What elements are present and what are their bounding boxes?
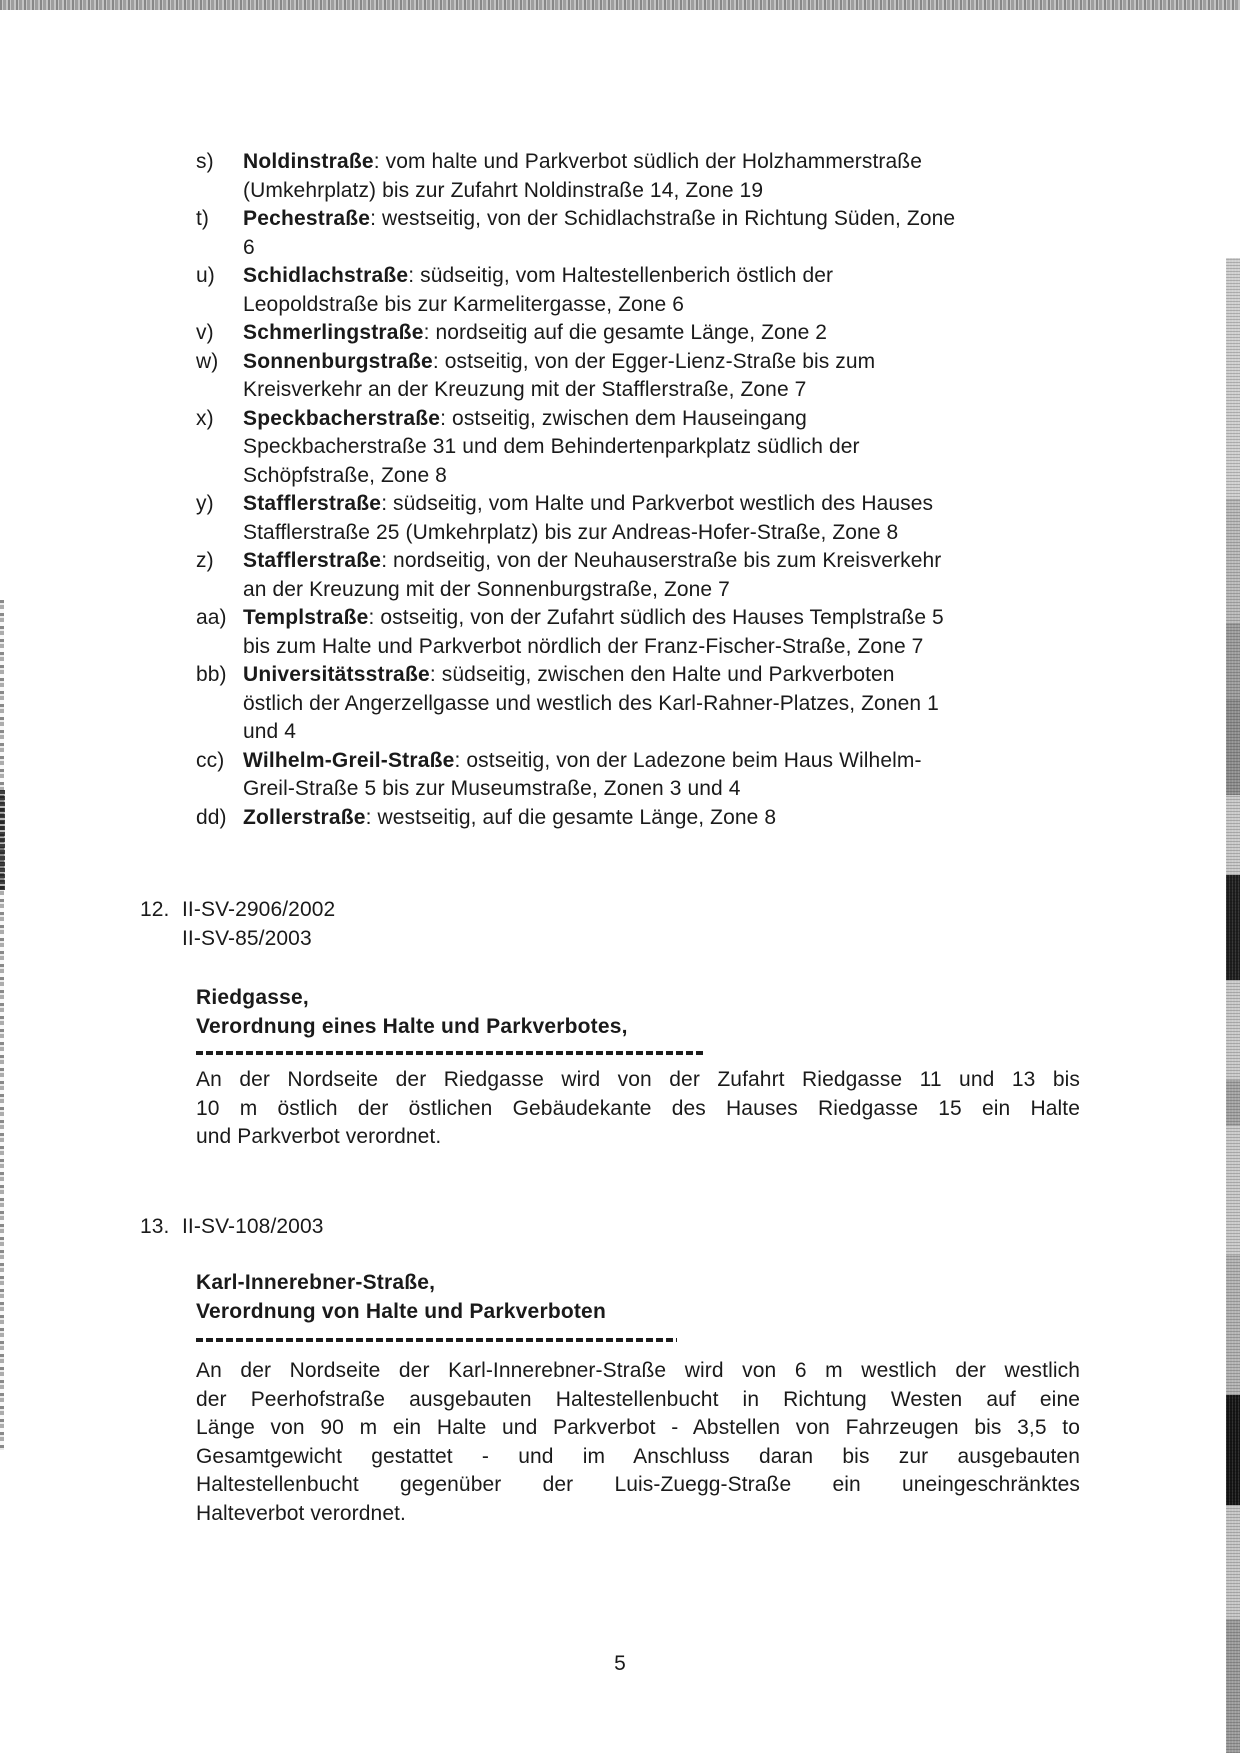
- list-item-line: Schöpfstraße, Zone 8: [243, 463, 447, 487]
- body-line: Länge von 90 m ein Halte und Parkverbot - Abstellen von Fahrzeugen bis 3,5 to: [196, 1416, 1080, 1439]
- list-item-text: [243, 348, 1101, 405]
- list-item: [196, 661, 1101, 747]
- list-item-first-line: [243, 804, 1101, 833]
- list-item: [196, 490, 1101, 547]
- case-reference: II-SV-108/2003: [182, 1215, 324, 1238]
- body-line: 10 m östlich der östlichen Gebäudekante des Hauses Riedgasse 15 ein Halte: [196, 1096, 1080, 1120]
- list-item-label: x): [196, 406, 214, 430]
- list-item-line: Leopoldstraße bis zur Karmelitergasse, Zone 6: [243, 292, 685, 316]
- list-item-rest: : nordseitig, von der Neuhauserstraße bis zum Kreisverkehr: [381, 549, 942, 572]
- section-13-body: [196, 1357, 1080, 1528]
- street-name: Zollerstraße: [243, 805, 366, 829]
- list-item-rest: : westseitig, auf die gesamte Länge, Zone 8: [365, 805, 777, 829]
- section-12-heading: [196, 984, 628, 1041]
- list-item-line: Speckbacherstraße 31 und dem Behindertenparkplatz südlich der: [243, 435, 860, 458]
- list-item-line: und 4: [243, 720, 297, 743]
- list-item-rest: : vom halte und Parkverbot südlich der Holzhammerstraße: [373, 150, 922, 173]
- section-13-heading: [196, 1269, 606, 1326]
- list-item-label: dd): [196, 805, 227, 829]
- section-number: 12.: [140, 898, 170, 921]
- street-name: Stafflerstraße: [243, 492, 382, 515]
- list-item-line: (Umkehrplatz) bis zur Zufahrt Noldinstraße 14, Zone 19: [243, 178, 764, 202]
- scan-artifact-segment: [1226, 875, 1240, 980]
- list-item-line: Greil-Straße 5 bis zur Museumstraße, Zonen 3 und 4: [243, 777, 741, 800]
- dashed-separator: [196, 1338, 677, 1342]
- list-item-rest: : ostseitig, von der Ladezone beim Haus Wilhelm-: [454, 748, 922, 772]
- list-item-text: [243, 804, 1101, 833]
- list-item-first-line: [243, 148, 1101, 177]
- list-item-line: Kreisverkehr an der Kreuzung mit der Stafflerstraße, Zone 7: [243, 378, 807, 401]
- scan-artifact-segment: [1226, 1255, 1240, 1395]
- list-item-first-line: [243, 319, 1101, 348]
- scan-artifact-segment: [1226, 980, 1240, 1080]
- scan-artifact-segment: [1226, 258, 1240, 500]
- case-reference-list: [182, 896, 335, 953]
- list-item-rest: : ostseitig, von der Zufahrt südlich des Hauses Templstraße 5: [368, 606, 944, 629]
- list-item-text: [243, 747, 1101, 804]
- section-12-header: [140, 896, 335, 953]
- body-line: An der Nordseite der Riedgasse wird von der Zufahrt Riedgasse 11 und 13 bis: [196, 1068, 1080, 1091]
- list-item-first-line: [243, 547, 1101, 576]
- list-item-label: cc): [196, 748, 225, 772]
- list-item: [196, 405, 1101, 491]
- list-item-label: t): [196, 207, 210, 230]
- list-item-text: [243, 547, 1101, 604]
- scan-artifact-segment: [1226, 1080, 1240, 1125]
- scan-artifact-segment: [1226, 700, 1240, 795]
- list-item-first-line: [243, 262, 1101, 291]
- list-item: [196, 804, 1101, 833]
- section-number: 13.: [140, 1215, 170, 1238]
- case-reference: II-SV-85/2003: [182, 926, 312, 950]
- street-name: Universitätsstraße: [243, 663, 430, 686]
- list-item-text: [243, 262, 1101, 319]
- list-item-label: y): [196, 492, 214, 515]
- list-item-first-line: [243, 405, 1101, 434]
- street-name: Schidlachstraße: [243, 264, 409, 287]
- list-item-first-line: [243, 348, 1101, 377]
- body-line: der Peerhofstraße ausgebauten Haltestellenbucht in Richtung Westen auf eine: [196, 1387, 1080, 1411]
- scan-noise-top-band: [0, 0, 1240, 10]
- list-item: [196, 205, 1101, 262]
- list-item-label: s): [196, 150, 214, 173]
- list-item-text: [243, 604, 1101, 661]
- scan-artifact-segment: [1226, 1505, 1240, 1620]
- street-name: Stafflerstraße: [243, 549, 382, 572]
- list-item-label: w): [196, 349, 219, 373]
- street-list: [196, 148, 1101, 832]
- scan-artifact-segment: [1226, 795, 1240, 875]
- list-item-rest: : westseitig, von der Schidlachstraße in Richtung Süden, Zone: [370, 207, 956, 230]
- section-heading-street: Karl-Innerebner-Straße,: [196, 1271, 436, 1294]
- list-item-text: [243, 490, 1101, 547]
- list-item-first-line: [243, 205, 1101, 234]
- list-item-text: [243, 319, 1101, 348]
- page-number: 5: [614, 1652, 626, 1675]
- section-heading-street: Riedgasse,: [196, 986, 309, 1009]
- list-item: [196, 319, 1101, 348]
- list-item-rest: : ostseitig, von der Egger-Lienz-Straße bis zum: [432, 349, 876, 373]
- dashed-separator: [196, 1051, 703, 1055]
- list-item: [196, 747, 1101, 804]
- list-item-rest: : südseitig, zwischen den Halte und Parkverboten: [429, 663, 895, 686]
- street-name: Speckbacherstraße: [243, 406, 441, 430]
- list-item-first-line: [243, 661, 1101, 690]
- list-item-rest: : ostseitig, zwischen dem Hauseingang: [440, 406, 807, 430]
- body-line: und Parkverbot verordnet.: [196, 1125, 442, 1148]
- list-item-text: [243, 661, 1101, 747]
- list-item-label: v): [196, 321, 214, 344]
- list-item-label: bb): [196, 663, 227, 686]
- list-item-text: [243, 405, 1101, 491]
- body-line: Gesamtgewicht gestattet - und im Anschluss daran bis zur ausgebauten: [196, 1444, 1080, 1468]
- list-item-line: an der Kreuzung mit der Sonnenburgstraße, Zone 7: [243, 577, 730, 601]
- body-line: Halteverbot verordnet.: [196, 1501, 406, 1525]
- list-item-first-line: [243, 490, 1101, 519]
- scan-artifact-left-strip: [0, 600, 4, 1450]
- body-line: Haltestellenbucht gegenüber der Luis-Zuegg-Straße ein uneingeschränktes: [196, 1473, 1080, 1496]
- scan-artifact-segment: [1226, 1125, 1240, 1255]
- list-item-label: u): [196, 264, 215, 287]
- scan-artifact-left-dark-segment: [0, 790, 5, 890]
- list-item: [196, 547, 1101, 604]
- street-name: Sonnenburgstraße: [243, 349, 433, 373]
- list-item: [196, 604, 1101, 661]
- section-heading-subject: Verordnung eines Halte und Parkverbotes,: [196, 1014, 628, 1038]
- street-name: Noldinstraße: [243, 150, 374, 173]
- scan-artifact-segment: [1226, 624, 1240, 700]
- list-item: [196, 348, 1101, 405]
- list-item-line: bis zum Halte und Parkverbot nördlich der Franz-Fischer-Straße, Zone 7: [243, 634, 924, 658]
- scan-artifact-segment: [1226, 1395, 1240, 1505]
- section-12-body: [196, 1066, 1080, 1152]
- list-item-label: aa): [196, 606, 227, 629]
- list-item-text: [243, 148, 1101, 205]
- list-item: [196, 262, 1101, 319]
- list-item-first-line: [243, 604, 1101, 633]
- street-name: Pechestraße: [243, 207, 371, 230]
- list-item-rest: : nordseitig auf die gesamte Länge, Zone 2: [423, 321, 828, 344]
- list-item-line: 6: [243, 235, 255, 259]
- list-item-label: z): [196, 549, 214, 572]
- list-item-line: östlich der Angerzellgasse und westlich des Karl-Rahner-Platzes, Zonen 1: [243, 691, 939, 715]
- scan-artifact-right-strip: [1226, 0, 1240, 1753]
- list-item-rest: : südseitig, vom Haltestellenberich östlich der: [408, 264, 834, 287]
- scan-artifact-segment: [1226, 1620, 1240, 1753]
- case-reference-list: [182, 1213, 324, 1242]
- street-name: Schmerlingstraße: [243, 321, 424, 344]
- scan-artifact-segment: [1226, 500, 1240, 624]
- section-heading-subject: Verordnung von Halte und Parkverboten: [196, 1299, 606, 1323]
- section-13-header: [140, 1213, 324, 1242]
- street-name: Wilhelm-Greil-Straße: [243, 748, 455, 772]
- list-item-text: [243, 205, 1101, 262]
- street-name: Templstraße: [243, 606, 369, 629]
- case-reference: II-SV-2906/2002: [182, 898, 336, 921]
- list-item-line: Stafflerstraße 25 (Umkehrplatz) bis zur Andreas-Hofer-Straße, Zone 8: [243, 520, 899, 544]
- list-item: [196, 148, 1101, 205]
- list-item-first-line: [243, 747, 1101, 776]
- body-line: An der Nordseite der Karl-Innerebner-Straße wird von 6 m westlich der westlich: [196, 1359, 1080, 1382]
- list-item-rest: : südseitig, vom Halte und Parkverbot westlich des Hauses: [381, 492, 934, 515]
